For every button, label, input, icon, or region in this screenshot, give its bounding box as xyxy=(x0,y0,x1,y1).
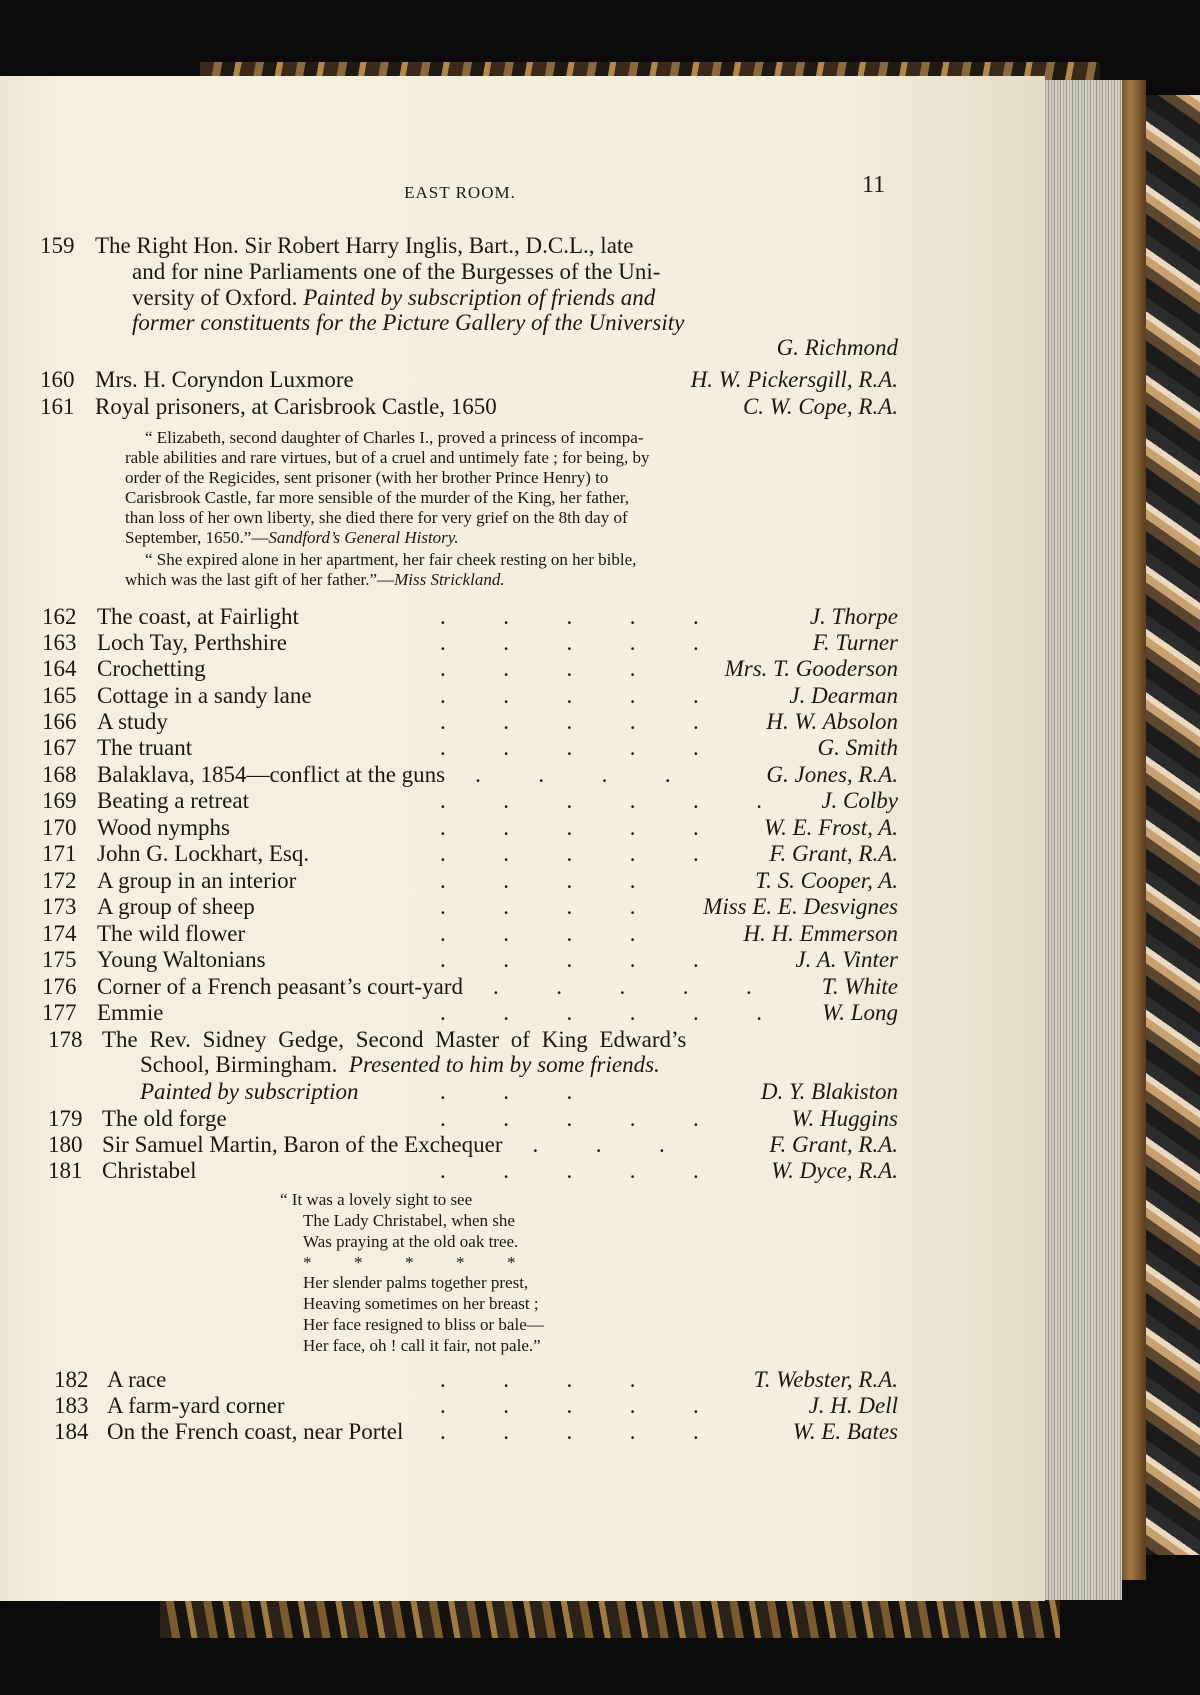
quote-line: rable abilities and rare virtues, but of a cruel and untimely fate ; for being, by xyxy=(125,448,650,467)
entry-title: Young Waltonians xyxy=(97,947,266,972)
leader-dots: . . . . . xyxy=(440,604,699,629)
artist-name: G. Richmond xyxy=(776,335,898,360)
entry-title-line: School, Birmingham. Presented to him by some friends. xyxy=(140,1052,660,1077)
artist-name: F. Grant, R.A. xyxy=(769,1132,898,1157)
poem-line: Her face resigned to bliss or bale— xyxy=(303,1315,544,1334)
artist-name: T. Webster, R.A. xyxy=(753,1367,898,1392)
running-head: EAST ROOM. xyxy=(404,183,516,202)
artist-name: W. Huggins xyxy=(791,1106,898,1131)
entry-title: The wild flower xyxy=(97,921,246,946)
leader-dots: . . . . xyxy=(440,894,636,919)
artist-name: J. Colby xyxy=(821,788,898,813)
entry-title: The coast, at Fairlight xyxy=(97,604,299,629)
artist-name: W. E. Bates xyxy=(792,1419,898,1444)
leader-dots: . . . xyxy=(532,1132,665,1157)
leader-dots: . . . xyxy=(440,1079,573,1104)
quote-line: “ She expired alone in her apartment, her fair cheek resting on her bible, xyxy=(145,550,637,569)
entry-number: 170 xyxy=(42,815,77,840)
entry-title: Corner of a French peasant’s court-yard xyxy=(97,974,463,999)
book-cover-edge xyxy=(1120,80,1146,1580)
entry-title: Wood nymphs xyxy=(97,815,230,840)
page-edges xyxy=(1040,80,1122,1600)
entry-title: A farm-yard corner xyxy=(107,1393,285,1418)
entry-number: 169 xyxy=(42,788,77,813)
entry-number: 173 xyxy=(42,894,77,919)
poem-line: The Lady Christabel, when she xyxy=(303,1211,515,1230)
leader-dots: . . . . . xyxy=(440,1106,699,1131)
entry-title: A group of sheep xyxy=(97,894,255,919)
leader-dots: . . . . xyxy=(440,1367,636,1392)
entry-title: Sir Samuel Martin, Baron of the Exchequer xyxy=(102,1132,503,1157)
artist-name: Mrs. T. Gooderson xyxy=(724,656,898,681)
leader-dots: . . . . . xyxy=(440,1393,699,1418)
leader-dots: . . . . . xyxy=(440,947,699,972)
entry-number: 178 xyxy=(48,1027,83,1052)
leader-dots: . . . . . xyxy=(440,683,699,708)
quote-line: “ Elizabeth, second daughter of Charles I., proved a princess of incompa- xyxy=(145,428,644,447)
entry-title-line: versity of Oxford. Painted by subscription of friends and xyxy=(132,285,656,310)
entry-number: 166 xyxy=(42,709,77,734)
leader-dots: . . . . . xyxy=(440,841,699,866)
leader-dots: . . . . . xyxy=(440,1158,699,1183)
entry-number: 167 xyxy=(42,735,77,760)
leader-dots: . . . . . . xyxy=(440,1000,762,1025)
leader-dots: . . . . xyxy=(440,868,636,893)
artist-name: T. S. Cooper, A. xyxy=(755,868,898,893)
artist-name: G. Jones, R.A. xyxy=(766,762,898,787)
entry-title: A group in an interior xyxy=(97,868,297,893)
artist-name: W. E. Frost, A. xyxy=(764,815,898,840)
entry-number: 165 xyxy=(42,683,77,708)
quote-line: which was the last gift of her father.”—Miss Strickland. xyxy=(125,570,505,589)
entry-number: 181 xyxy=(48,1158,83,1183)
artist-name: W. Long xyxy=(822,1000,898,1025)
leader-dots: . . . . . . xyxy=(440,788,762,813)
artist-name: Miss E. E. Desvignes xyxy=(703,894,898,919)
poem-line: Her slender palms together prest, xyxy=(303,1273,529,1292)
artist-name: H. W. Absolon xyxy=(766,709,898,734)
artist-name: W. Dyce, R.A. xyxy=(771,1158,898,1183)
artist-name: D. Y. Blakiston xyxy=(760,1079,898,1104)
entry-number: 184 xyxy=(54,1419,89,1444)
entry-number: 168 xyxy=(42,762,77,787)
quote-line: than loss of her own liberty, she died there for very grief on the 8th day of xyxy=(125,508,628,527)
artist-name: H. W. Pickersgill, R.A. xyxy=(690,367,898,392)
entry-number: 183 xyxy=(54,1393,89,1418)
entry-number: 164 xyxy=(42,656,77,681)
entry-title: John G. Lockhart, Esq. xyxy=(97,841,310,866)
entry-title: Royal prisoners, at Carisbrook Castle, 1650 xyxy=(95,394,497,419)
entry-title: Mrs. H. Coryndon Luxmore xyxy=(95,367,354,392)
artist-name: G. Smith xyxy=(817,735,898,760)
entry-number: 182 xyxy=(54,1367,89,1392)
poem-line: “ It was a lovely sight to see xyxy=(280,1190,473,1209)
entry-title: The old forge xyxy=(102,1106,227,1131)
page-number: 11 xyxy=(862,172,886,198)
leader-dots: . . . . . xyxy=(440,735,699,760)
entry-title-line: The Rev. Sidney Gedge, Second Master of King Edward’s xyxy=(102,1027,687,1052)
artist-name: J. Dearman xyxy=(789,683,898,708)
leader-dots: . . . . . xyxy=(492,974,752,999)
entry-number: 163 xyxy=(42,630,77,655)
entry-title: Cottage in a sandy lane xyxy=(97,683,312,708)
poem-line: Was praying at the old oak tree. xyxy=(303,1232,519,1251)
poem-line: Heaving sometimes on her breast ; xyxy=(303,1294,539,1313)
entry-title: On the French coast, near Portel xyxy=(107,1419,404,1444)
entry-number: 180 xyxy=(48,1132,83,1157)
entry-title: Crochetting xyxy=(97,656,206,681)
leader-dots: . . . . xyxy=(475,762,671,787)
entry-title-line: Painted by subscription xyxy=(140,1079,359,1104)
poem-line: Her face, oh ! call it fair, not pale.” xyxy=(303,1336,541,1355)
entry-number: 172 xyxy=(42,868,77,893)
artist-name: J. H. Dell xyxy=(808,1393,898,1418)
entry-number: 171 xyxy=(42,841,77,866)
entry-title: Loch Tay, Perthshire xyxy=(97,630,288,655)
artist-name: C. W. Cope, R.A. xyxy=(742,394,898,419)
artist-name: J. A. Vinter xyxy=(795,947,898,972)
entry-number: 160 xyxy=(40,367,75,392)
quote-line: September, 1650.”—Sandford’s General History. xyxy=(125,528,459,547)
entry-title-line: The Right Hon. Sir Robert Harry Inglis, Bart., D.C.L., late xyxy=(95,233,634,258)
leader-dots: . . . . xyxy=(440,921,636,946)
leader-dots: . . . . . xyxy=(440,815,699,840)
entry-title: Emmie xyxy=(97,1000,164,1025)
entry-title: Balaklava, 1854—conflict at the guns xyxy=(97,762,446,787)
leader-dots: . . . . xyxy=(440,656,636,681)
artist-name: F. Grant, R.A. xyxy=(769,841,898,866)
entry-number: 174 xyxy=(42,921,77,946)
entry-title: A race xyxy=(107,1367,167,1392)
entry-number: 159 xyxy=(40,233,75,258)
artist-name: J. Thorpe xyxy=(809,604,898,629)
entry-number: 177 xyxy=(42,1000,77,1025)
marbled-edge-bottom xyxy=(160,1600,1060,1638)
leader-dots: . . . . . xyxy=(440,709,699,734)
artist-name: T. White xyxy=(821,974,898,999)
entry-number: 161 xyxy=(40,394,75,419)
artist-name: F. Turner xyxy=(812,630,898,655)
entry-title-line: and for nine Parliaments one of the Burgesses of the Uni- xyxy=(132,259,661,284)
artist-name: H. H. Emmerson xyxy=(743,921,898,946)
leader-dots: . . . . . xyxy=(440,630,699,655)
entry-title: The truant xyxy=(97,735,193,760)
entry-title-line: former constituents for the Picture Gallery of the University xyxy=(132,310,685,335)
quote-line: Carisbrook Castle, far more sensible of the murder of the King, her father, xyxy=(125,488,629,507)
entry-title: Beating a retreat xyxy=(97,788,249,813)
entry-number: 176 xyxy=(42,974,77,999)
entry-title: A study xyxy=(97,709,168,734)
entry-title: Christabel xyxy=(102,1158,197,1183)
entry-number: 175 xyxy=(42,947,77,972)
entry-number: 162 xyxy=(42,604,77,629)
leader-dots: . . . . . xyxy=(440,1419,699,1444)
quote-line: order of the Regicides, sent prisoner (with her brother Prince Henry) to xyxy=(125,468,609,487)
poem-stars: * * * * * xyxy=(303,1253,516,1272)
entry-number: 179 xyxy=(48,1106,83,1131)
